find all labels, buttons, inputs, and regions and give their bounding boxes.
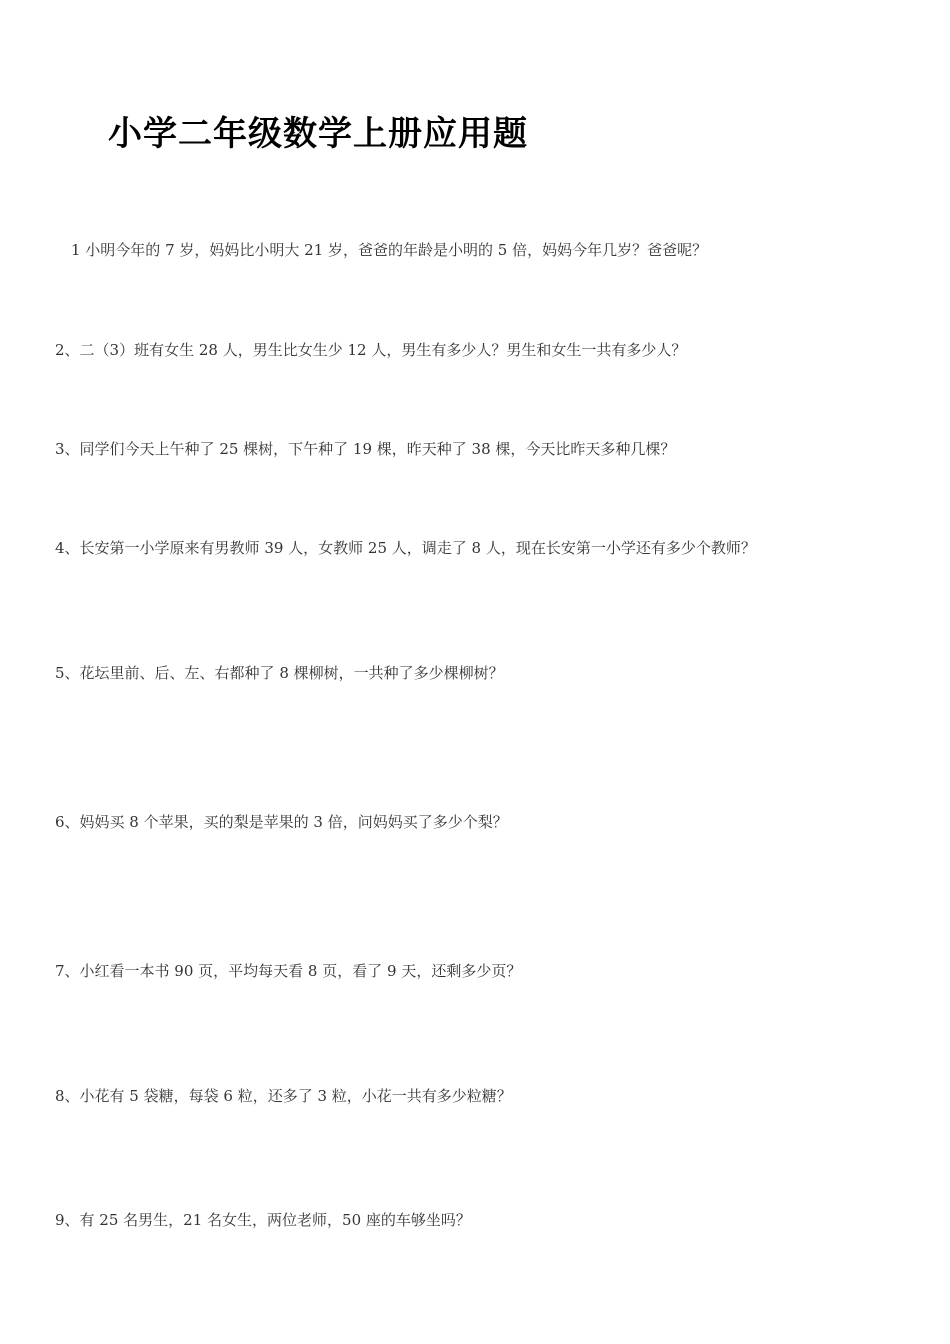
question-5: 5、花坛里前、后、左、右都种了 8 棵柳树，一共种了多少棵柳树？ [55, 664, 504, 682]
question-2: 2、二（3）班有女生 28 人，男生比女生少 12 人，男生有多少人？男生和女生一共有多少人？ [55, 341, 687, 359]
question-9: 9、有 25 名男生，21 名女生，两位老师，50 座的车够坐吗？ [55, 1211, 471, 1229]
question-7: 7、小红看一本书 90 页，平均每天看 8 页，看了 9 天，还剩多少页？ [55, 962, 522, 980]
question-1: 1 小明今年的 7 岁，妈妈比小明大 21 岁，爸爸的年龄是小明的 5 倍，妈妈今年几岁？爸爸呢？ [71, 241, 708, 259]
question-8: 8、小花有 5 袋糖，每袋 6 粒，还多了 3 粒，小花一共有多少粒糖？ [55, 1087, 512, 1105]
page-title: 小学二年级数学上册应用题 [108, 114, 528, 154]
question-6: 6、妈妈买 8 个苹果，买的梨是苹果的 3 倍，问妈妈买了多少个梨？ [55, 813, 508, 831]
question-4: 4、长安第一小学原来有男教师 39 人，女教师 25 人，调走了 8 人，现在长安第一小学还有多少个教师？ [55, 539, 756, 557]
question-3: 3、同学们今天上午种了 25 棵树，下午种了 19 棵，昨天种了 38 棵，今天比昨天多种几棵？ [55, 440, 676, 458]
